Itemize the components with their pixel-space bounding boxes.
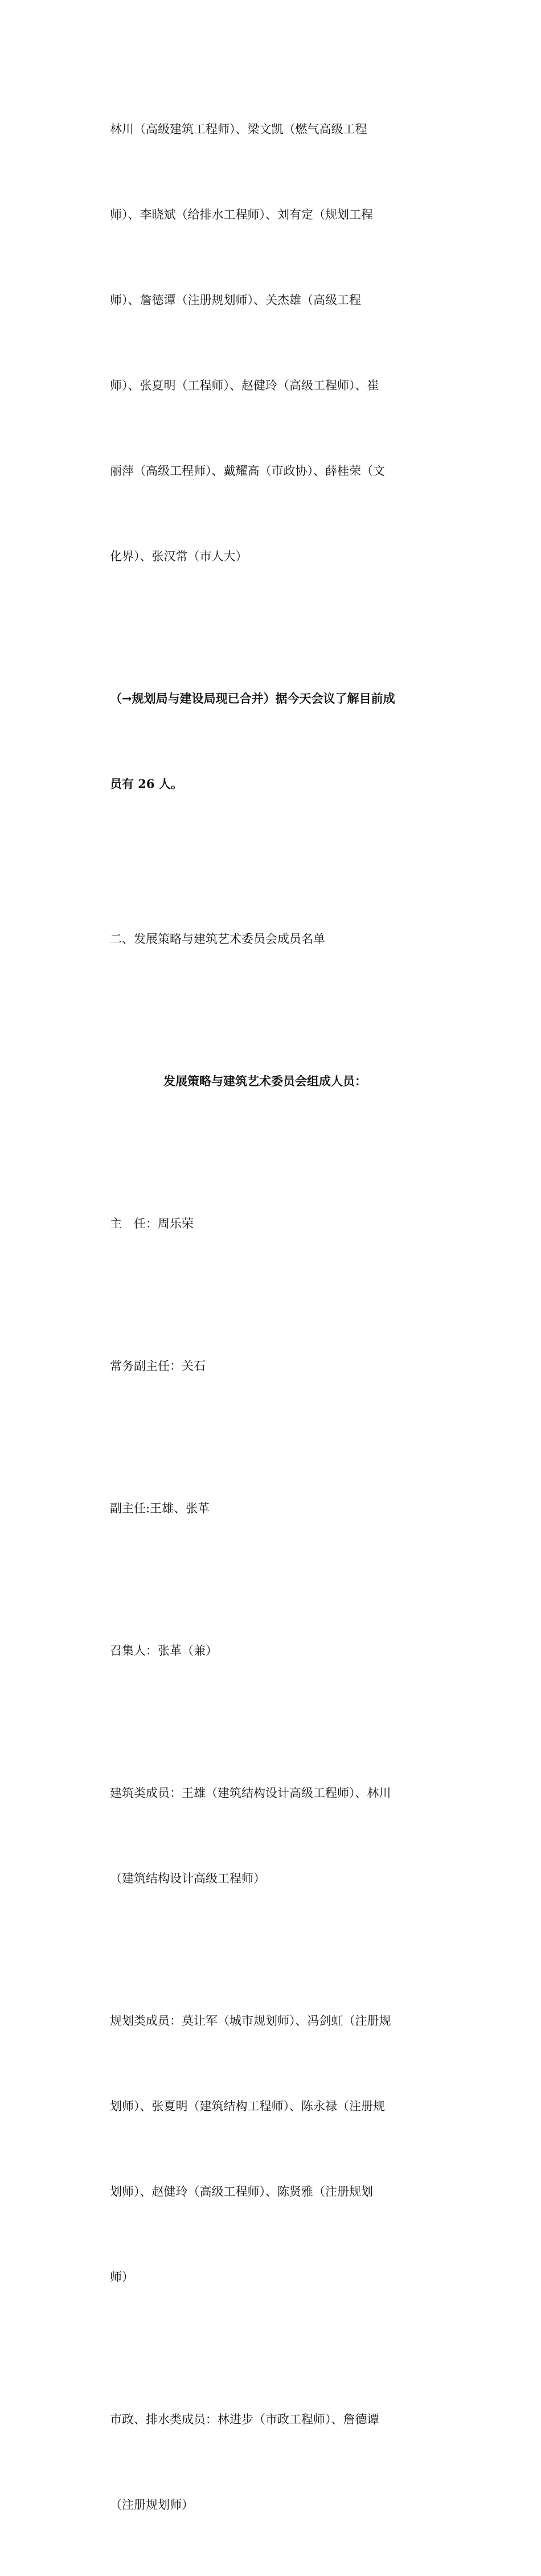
member-list-paragraph (110, 58, 420, 627)
municipal-members-paragraph (110, 2348, 420, 2576)
document-body (110, 58, 420, 2576)
text-line: 师）、张夏明（工程师）、赵健玲（高级工程师）、崔 (110, 379, 379, 392)
convener-line (110, 1580, 420, 1722)
text-line: 师）、詹德谭（注册规划师）、关杰雄（高级工程 (110, 293, 361, 307)
director-text: 主 任：周乐荣 (110, 1217, 194, 1230)
text-line: 化界）、张汉常（市人大） (110, 549, 248, 563)
exec-deputy-text: 常务副主任：关石 (110, 1359, 206, 1373)
text-line: 规划类成员：莫让军（城市规划师）、冯剑虹（注册规 (110, 2014, 391, 2028)
text-line: 师）、李晓斌（给排水工程师）、刘有定（规划工程 (110, 208, 373, 221)
text-line: 建筑类成员：王雄（建筑结构设计高级工程师）、林川 (110, 1786, 391, 1800)
text-line: （注册规划师） (110, 2498, 194, 2512)
committee-title (110, 1010, 420, 1152)
text-line: （建筑结构设计高级工程师） (110, 1872, 265, 1885)
spacer (110, 855, 420, 868)
committee-title-text: 发展策略与建筑艺术委员会组成人员： (163, 1074, 367, 1088)
text-line: 丽萍（高级工程师）、戴耀高（市政协）、薛桂荣（文 (110, 464, 385, 478)
director-line (110, 1152, 420, 1295)
section-heading-text: 二、发展策略与建筑艺术委员会成员名单 (110, 932, 325, 946)
text-line: 员有 26 人。 (110, 777, 183, 791)
text-line: 市政、排水类成员：林进步（市政工程师）、詹德谭 (110, 2413, 379, 2426)
convener-text: 召集人：张革（兼） (110, 1644, 218, 1658)
architecture-members-paragraph (110, 1722, 420, 1950)
text-line: （→规划局与建设局现已合并）据今天会议了解目前成 (110, 691, 395, 705)
text-line: 划师）、赵健玲（高级工程师）、陈贤雅（注册规划 (110, 2185, 373, 2198)
exec-deputy-line (110, 1295, 420, 1437)
merge-note-paragraph (110, 627, 420, 855)
text-line: 林川（高级建筑工程师）、梁文凯（燃气高级工程 (110, 122, 367, 136)
section-heading (110, 868, 420, 1010)
text-line: 划师）、张夏明（建筑结构工程师）、陈永禄（注册规 (110, 2099, 385, 2113)
text-line: 师） (110, 2270, 134, 2284)
deputy-text: 副主任:王雄、张革 (110, 1502, 210, 1515)
deputy-line (110, 1437, 420, 1580)
planning-members-paragraph (110, 1950, 420, 2348)
